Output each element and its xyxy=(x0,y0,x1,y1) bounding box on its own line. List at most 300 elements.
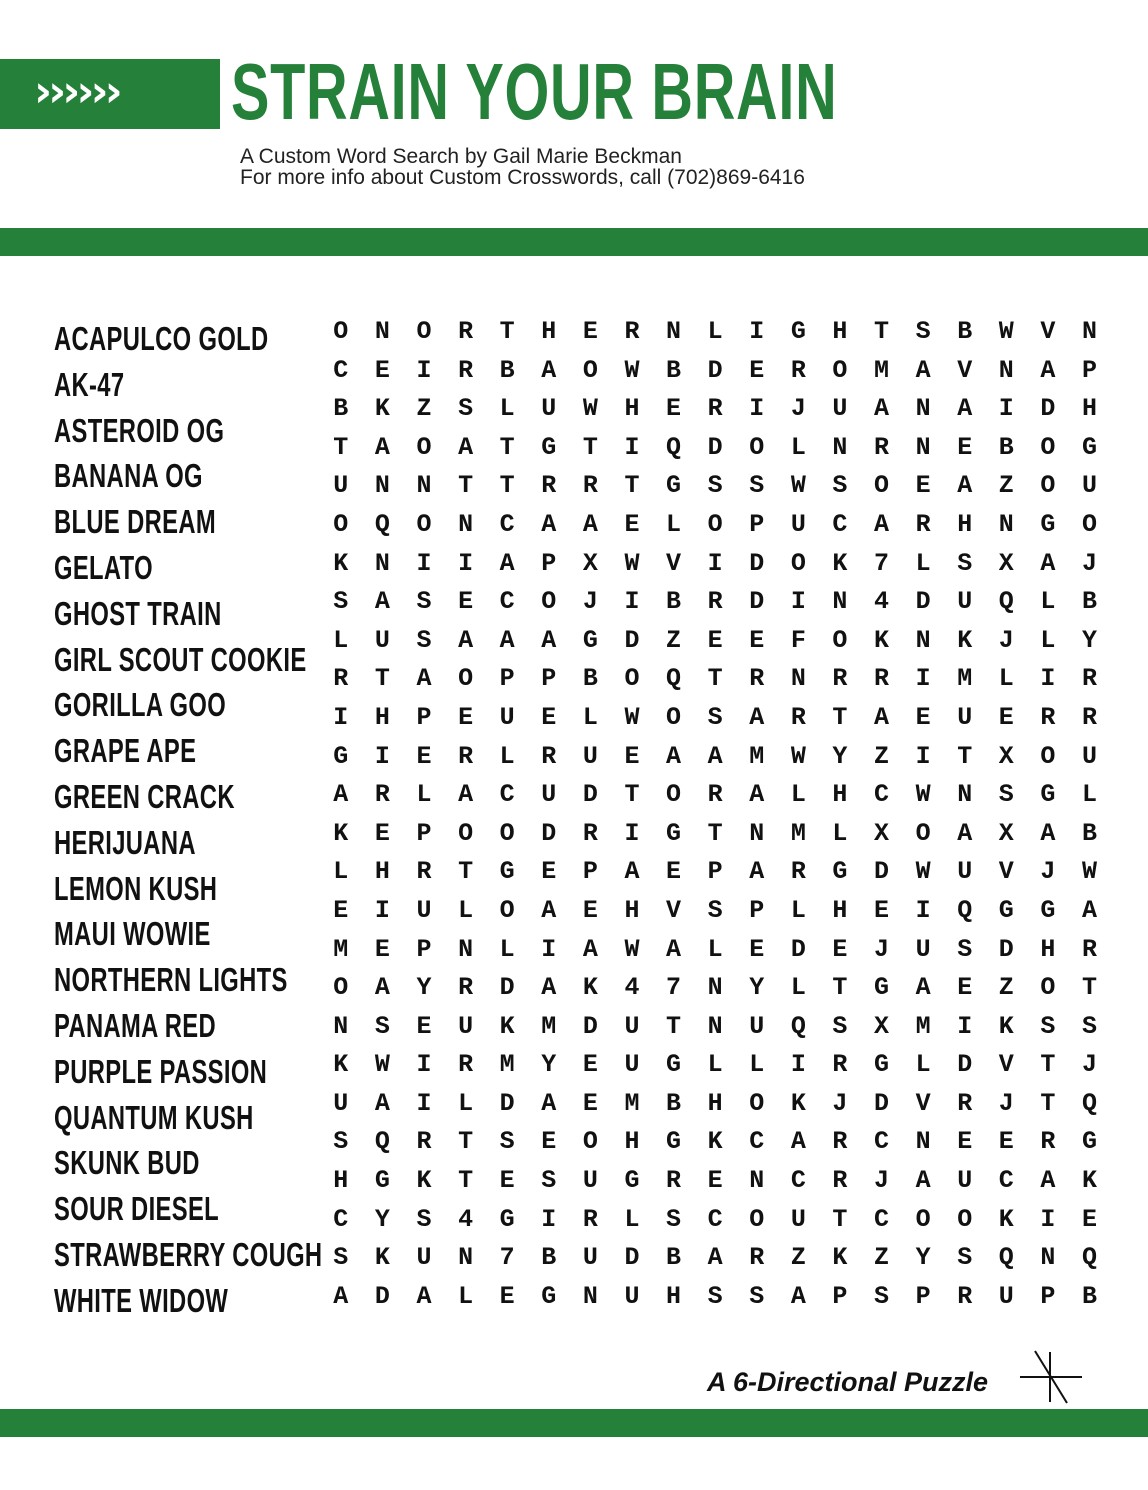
grid-cell[interactable]: E xyxy=(707,625,723,655)
grid-cell[interactable]: I xyxy=(416,1088,432,1118)
grid-cell[interactable]: C xyxy=(874,780,890,810)
grid-cell[interactable]: R xyxy=(832,1127,848,1157)
grid-cell[interactable]: A xyxy=(749,857,765,887)
grid-cell[interactable]: O xyxy=(624,664,640,694)
grid-cell[interactable]: K xyxy=(374,394,390,424)
grid-cell[interactable]: N xyxy=(915,1127,931,1157)
grid-cell[interactable]: L xyxy=(416,780,432,810)
grid-cell[interactable]: H xyxy=(832,895,848,925)
grid-cell[interactable]: I xyxy=(541,934,557,964)
grid-cell[interactable]: E xyxy=(541,857,557,887)
grid-cell[interactable]: A xyxy=(749,780,765,810)
grid-cell[interactable]: P xyxy=(1081,355,1097,385)
grid-cell[interactable]: S xyxy=(333,1243,349,1273)
grid-cell[interactable]: S xyxy=(707,471,723,501)
grid-cell[interactable]: A xyxy=(458,625,474,655)
grid-cell[interactable]: A xyxy=(666,741,682,771)
grid-cell[interactable]: S xyxy=(416,625,432,655)
grid-cell[interactable]: O xyxy=(666,780,682,810)
grid-cell[interactable]: Q xyxy=(1081,1243,1097,1273)
grid-cell[interactable]: N xyxy=(832,432,848,462)
grid-cell[interactable]: X xyxy=(998,818,1014,848)
grid-cell[interactable]: G xyxy=(666,1050,682,1080)
grid-cell[interactable]: L xyxy=(832,818,848,848)
grid-cell[interactable]: R xyxy=(624,317,640,346)
grid-cell[interactable]: C xyxy=(707,1204,723,1234)
grid-cell[interactable]: I xyxy=(915,895,931,925)
grid-cell[interactable]: T xyxy=(458,1127,474,1157)
grid-cell[interactable]: A xyxy=(874,509,890,539)
grid-cell[interactable]: L xyxy=(458,895,474,925)
grid-cell[interactable]: G xyxy=(874,1050,890,1080)
grid-cell[interactable]: H xyxy=(541,317,557,346)
grid-cell[interactable]: A xyxy=(790,1127,806,1157)
grid-cell[interactable]: Y xyxy=(416,973,432,1003)
grid-cell[interactable]: R xyxy=(458,317,474,346)
grid-cell[interactable]: L xyxy=(333,857,349,887)
grid-cell[interactable]: A xyxy=(957,818,973,848)
grid-cell[interactable]: U xyxy=(790,1204,806,1234)
grid-cell[interactable]: I xyxy=(458,548,474,578)
grid-cell[interactable]: A xyxy=(1081,895,1097,925)
grid-cell[interactable]: K xyxy=(1081,1166,1097,1196)
grid-cell[interactable]: O xyxy=(333,509,349,539)
grid-cell[interactable]: U xyxy=(374,625,390,655)
grid-cell[interactable]: R xyxy=(874,432,890,462)
grid-cell[interactable]: H xyxy=(832,317,848,346)
grid-cell[interactable]: 7 xyxy=(499,1243,515,1273)
grid-cell[interactable]: T xyxy=(832,973,848,1003)
grid-cell[interactable]: H xyxy=(374,857,390,887)
grid-cell[interactable]: M xyxy=(874,355,890,385)
grid-cell[interactable]: E xyxy=(957,1127,973,1157)
grid-cell[interactable]: B xyxy=(541,1243,557,1273)
grid-cell[interactable]: H xyxy=(624,394,640,424)
grid-cell[interactable]: S xyxy=(541,1166,557,1196)
grid-cell[interactable]: G xyxy=(499,857,515,887)
grid-cell[interactable]: G xyxy=(1040,509,1056,539)
grid-cell[interactable]: K xyxy=(707,1127,723,1157)
grid-cell[interactable]: G xyxy=(499,1204,515,1234)
grid-cell[interactable]: K xyxy=(998,1204,1014,1234)
grid-cell[interactable]: A xyxy=(541,973,557,1003)
grid-cell[interactable]: D xyxy=(957,1050,973,1080)
grid-cell[interactable]: O xyxy=(582,355,598,385)
grid-cell[interactable]: C xyxy=(499,509,515,539)
grid-cell[interactable]: E xyxy=(666,394,682,424)
grid-cell[interactable]: J xyxy=(832,1088,848,1118)
grid-cell[interactable]: L xyxy=(666,509,682,539)
grid-cell[interactable]: M xyxy=(790,818,806,848)
grid-cell[interactable]: A xyxy=(1040,1166,1056,1196)
grid-cell[interactable]: R xyxy=(707,587,723,617)
grid-cell[interactable]: U xyxy=(416,1243,432,1273)
grid-cell[interactable]: S xyxy=(333,587,349,617)
grid-cell[interactable]: E xyxy=(666,857,682,887)
grid-cell[interactable]: C xyxy=(874,1127,890,1157)
grid-cell[interactable]: A xyxy=(541,509,557,539)
grid-cell[interactable]: T xyxy=(458,857,474,887)
grid-cell[interactable]: N xyxy=(915,432,931,462)
grid-cell[interactable]: D xyxy=(624,1243,640,1273)
grid-cell[interactable]: I xyxy=(749,317,765,346)
grid-cell[interactable]: S xyxy=(957,934,973,964)
grid-cell[interactable]: R xyxy=(541,471,557,501)
grid-cell[interactable]: J xyxy=(790,394,806,424)
grid-cell[interactable]: D xyxy=(541,818,557,848)
grid-cell[interactable]: N xyxy=(998,509,1014,539)
grid-cell[interactable]: Y xyxy=(832,741,848,771)
grid-cell[interactable]: W xyxy=(374,1050,390,1080)
grid-cell[interactable]: E xyxy=(374,818,390,848)
grid-cell[interactable]: B xyxy=(957,317,973,346)
grid-cell[interactable]: B xyxy=(666,587,682,617)
grid-cell[interactable]: O xyxy=(416,432,432,462)
grid-cell[interactable]: E xyxy=(416,1011,432,1041)
grid-cell[interactable]: 4 xyxy=(874,587,890,617)
grid-cell[interactable]: K xyxy=(998,1011,1014,1041)
grid-cell[interactable]: V xyxy=(998,1050,1014,1080)
grid-cell[interactable]: S xyxy=(374,1011,390,1041)
grid-cell[interactable]: L xyxy=(1040,625,1056,655)
grid-cell[interactable]: L xyxy=(458,1281,474,1311)
grid-cell[interactable]: S xyxy=(832,471,848,501)
grid-cell[interactable]: U xyxy=(1081,471,1097,501)
grid-cell[interactable]: Q xyxy=(374,1127,390,1157)
grid-cell[interactable]: A xyxy=(707,1243,723,1273)
grid-cell[interactable]: O xyxy=(499,818,515,848)
grid-cell[interactable]: M xyxy=(499,1050,515,1080)
grid-cell[interactable]: Z xyxy=(416,394,432,424)
grid-cell[interactable]: L xyxy=(915,548,931,578)
grid-cell[interactable]: D xyxy=(707,355,723,385)
grid-cell[interactable]: T xyxy=(874,317,890,346)
grid-cell[interactable]: W xyxy=(624,548,640,578)
grid-cell[interactable]: P xyxy=(541,548,557,578)
grid-cell[interactable]: U xyxy=(832,394,848,424)
grid-cell[interactable]: E xyxy=(998,702,1014,732)
grid-cell[interactable]: N xyxy=(957,780,973,810)
grid-cell[interactable]: H xyxy=(832,780,848,810)
grid-cell[interactable]: O xyxy=(749,432,765,462)
grid-cell[interactable]: I xyxy=(374,895,390,925)
grid-cell[interactable]: S xyxy=(1040,1011,1056,1041)
grid-cell[interactable]: E xyxy=(1081,1204,1097,1234)
grid-cell[interactable]: G xyxy=(666,818,682,848)
grid-cell[interactable]: V xyxy=(957,355,973,385)
grid-cell[interactable]: H xyxy=(374,702,390,732)
grid-cell[interactable]: E xyxy=(582,1050,598,1080)
grid-cell[interactable]: O xyxy=(874,471,890,501)
grid-cell[interactable]: R xyxy=(458,973,474,1003)
grid-cell[interactable]: E xyxy=(624,741,640,771)
grid-cell[interactable]: N xyxy=(582,1281,598,1311)
grid-cell[interactable]: R xyxy=(790,355,806,385)
grid-cell[interactable]: D xyxy=(582,1011,598,1041)
grid-cell[interactable]: Z xyxy=(998,471,1014,501)
grid-cell[interactable]: I xyxy=(624,432,640,462)
grid-cell[interactable]: H xyxy=(624,895,640,925)
grid-cell[interactable]: U xyxy=(624,1050,640,1080)
grid-cell[interactable]: I xyxy=(624,587,640,617)
grid-cell[interactable]: Q xyxy=(1081,1088,1097,1118)
grid-cell[interactable]: T xyxy=(499,471,515,501)
grid-cell[interactable]: A xyxy=(1040,548,1056,578)
grid-cell[interactable]: C xyxy=(499,780,515,810)
grid-cell[interactable]: G xyxy=(1081,432,1097,462)
grid-cell[interactable]: K xyxy=(832,548,848,578)
grid-cell[interactable]: L xyxy=(707,1050,723,1080)
grid-cell[interactable]: J xyxy=(1081,548,1097,578)
grid-cell[interactable]: R xyxy=(458,355,474,385)
grid-cell[interactable]: B xyxy=(998,432,1014,462)
grid-cell[interactable]: G xyxy=(374,1166,390,1196)
grid-cell[interactable]: S xyxy=(915,317,931,346)
grid-cell[interactable]: G xyxy=(1040,780,1056,810)
grid-cell[interactable]: K xyxy=(582,973,598,1003)
grid-cell[interactable]: V xyxy=(1040,317,1056,346)
grid-cell[interactable]: A xyxy=(374,973,390,1003)
grid-cell[interactable]: A xyxy=(749,702,765,732)
grid-cell[interactable]: B xyxy=(333,394,349,424)
grid-cell[interactable]: R xyxy=(957,1281,973,1311)
grid-cell[interactable]: R xyxy=(790,857,806,887)
grid-cell[interactable]: J xyxy=(874,934,890,964)
grid-cell[interactable]: N xyxy=(333,1011,349,1041)
grid-cell[interactable]: H xyxy=(666,1281,682,1311)
grid-cell[interactable]: O xyxy=(458,664,474,694)
grid-cell[interactable]: E xyxy=(749,934,765,964)
grid-cell[interactable]: A xyxy=(874,394,890,424)
grid-cell[interactable]: W xyxy=(790,741,806,771)
grid-cell[interactable]: Q xyxy=(374,509,390,539)
grid-cell[interactable]: V xyxy=(998,857,1014,887)
grid-cell[interactable]: R xyxy=(333,664,349,694)
grid-cell[interactable]: D xyxy=(499,1088,515,1118)
grid-cell[interactable]: W xyxy=(1081,857,1097,887)
grid-cell[interactable]: B xyxy=(666,355,682,385)
grid-cell[interactable]: 7 xyxy=(874,548,890,578)
grid-cell[interactable]: E xyxy=(499,1166,515,1196)
grid-cell[interactable]: C xyxy=(333,1204,349,1234)
grid-cell[interactable]: U xyxy=(541,780,557,810)
grid-cell[interactable]: K xyxy=(832,1243,848,1273)
grid-cell[interactable]: N xyxy=(707,973,723,1003)
grid-cell[interactable]: R xyxy=(1081,702,1097,732)
grid-cell[interactable]: W xyxy=(624,934,640,964)
grid-cell[interactable]: T xyxy=(666,1011,682,1041)
grid-cell[interactable]: H xyxy=(1081,394,1097,424)
grid-cell[interactable]: R xyxy=(707,780,723,810)
grid-cell[interactable]: C xyxy=(998,1166,1014,1196)
grid-cell[interactable]: X xyxy=(998,741,1014,771)
grid-cell[interactable]: A xyxy=(666,934,682,964)
grid-cell[interactable]: G xyxy=(333,741,349,771)
grid-cell[interactable]: R xyxy=(790,702,806,732)
grid-cell[interactable]: L xyxy=(790,895,806,925)
grid-cell[interactable]: R xyxy=(1040,702,1056,732)
grid-cell[interactable]: A xyxy=(458,432,474,462)
grid-cell[interactable]: X xyxy=(582,548,598,578)
grid-cell[interactable]: I xyxy=(416,355,432,385)
grid-cell[interactable]: U xyxy=(957,702,973,732)
grid-cell[interactable]: K xyxy=(790,1088,806,1118)
grid-cell[interactable]: R xyxy=(416,857,432,887)
grid-cell[interactable]: J xyxy=(998,1088,1014,1118)
grid-cell[interactable]: N xyxy=(790,664,806,694)
grid-cell[interactable]: U xyxy=(499,702,515,732)
grid-cell[interactable]: T xyxy=(499,317,515,346)
grid-cell[interactable]: Z xyxy=(874,741,890,771)
grid-cell[interactable]: L xyxy=(998,664,1014,694)
grid-cell[interactable]: U xyxy=(416,895,432,925)
grid-cell[interactable]: P xyxy=(416,818,432,848)
grid-cell[interactable]: A xyxy=(541,1088,557,1118)
grid-cell[interactable]: X xyxy=(874,1011,890,1041)
grid-cell[interactable]: T xyxy=(1040,1050,1056,1080)
grid-cell[interactable]: R xyxy=(749,664,765,694)
grid-cell[interactable]: D xyxy=(582,780,598,810)
grid-cell[interactable]: T xyxy=(832,1204,848,1234)
grid-cell[interactable]: E xyxy=(915,702,931,732)
grid-cell[interactable]: A xyxy=(1040,355,1056,385)
grid-cell[interactable]: G xyxy=(582,625,598,655)
grid-cell[interactable]: U xyxy=(915,934,931,964)
grid-cell[interactable]: T xyxy=(499,432,515,462)
grid-cell[interactable]: K xyxy=(499,1011,515,1041)
grid-cell[interactable]: D xyxy=(499,973,515,1003)
grid-cell[interactable]: M xyxy=(749,741,765,771)
grid-cell[interactable]: C xyxy=(874,1204,890,1234)
grid-cell[interactable]: E xyxy=(416,741,432,771)
grid-cell[interactable]: J xyxy=(582,587,598,617)
grid-cell[interactable]: O xyxy=(1040,741,1056,771)
grid-cell[interactable]: L xyxy=(749,1050,765,1080)
grid-cell[interactable]: N xyxy=(749,818,765,848)
grid-cell[interactable]: S xyxy=(458,394,474,424)
grid-cell[interactable]: C xyxy=(832,509,848,539)
grid-cell[interactable]: A xyxy=(416,1281,432,1311)
grid-cell[interactable]: U xyxy=(541,394,557,424)
grid-cell[interactable]: N xyxy=(915,625,931,655)
grid-cell[interactable]: H xyxy=(333,1166,349,1196)
grid-cell[interactable]: W xyxy=(915,780,931,810)
grid-cell[interactable]: N xyxy=(1040,1243,1056,1273)
grid-cell[interactable]: J xyxy=(1040,857,1056,887)
grid-cell[interactable]: P xyxy=(499,664,515,694)
grid-cell[interactable]: X xyxy=(998,548,1014,578)
grid-cell[interactable]: L xyxy=(499,741,515,771)
grid-cell[interactable]: E xyxy=(957,432,973,462)
grid-cell[interactable]: E xyxy=(832,934,848,964)
grid-cell[interactable]: B xyxy=(582,664,598,694)
grid-cell[interactable]: Q xyxy=(957,895,973,925)
grid-cell[interactable]: L xyxy=(582,702,598,732)
grid-cell[interactable]: A xyxy=(915,973,931,1003)
grid-cell[interactable]: F xyxy=(790,625,806,655)
grid-cell[interactable]: Z xyxy=(998,973,1014,1003)
grid-cell[interactable]: L xyxy=(1081,780,1097,810)
grid-cell[interactable]: I xyxy=(624,818,640,848)
grid-cell[interactable]: O xyxy=(1040,471,1056,501)
grid-cell[interactable]: R xyxy=(832,1166,848,1196)
grid-cell[interactable]: S xyxy=(957,1243,973,1273)
grid-cell[interactable]: B xyxy=(1081,1281,1097,1311)
grid-cell[interactable]: B xyxy=(1081,818,1097,848)
grid-cell[interactable]: N xyxy=(832,587,848,617)
grid-cell[interactable]: V xyxy=(666,895,682,925)
grid-cell[interactable]: W xyxy=(624,702,640,732)
grid-cell[interactable]: N xyxy=(374,548,390,578)
grid-cell[interactable]: K xyxy=(374,1243,390,1273)
grid-cell[interactable]: S xyxy=(707,895,723,925)
grid-cell[interactable]: S xyxy=(998,780,1014,810)
grid-cell[interactable]: S xyxy=(333,1127,349,1157)
grid-cell[interactable]: S xyxy=(416,1204,432,1234)
grid-cell[interactable]: X xyxy=(874,818,890,848)
grid-cell[interactable]: P xyxy=(707,857,723,887)
grid-cell[interactable]: A xyxy=(541,895,557,925)
grid-cell[interactable]: S xyxy=(499,1127,515,1157)
grid-cell[interactable]: T xyxy=(333,432,349,462)
grid-cell[interactable]: U xyxy=(1081,741,1097,771)
grid-cell[interactable]: W xyxy=(790,471,806,501)
grid-cell[interactable]: A xyxy=(499,625,515,655)
grid-cell[interactable]: C xyxy=(790,1166,806,1196)
grid-cell[interactable]: R xyxy=(1081,934,1097,964)
grid-cell[interactable]: E xyxy=(749,355,765,385)
grid-cell[interactable]: J xyxy=(998,625,1014,655)
grid-cell[interactable]: E xyxy=(998,1127,1014,1157)
grid-cell[interactable]: N xyxy=(666,317,682,346)
grid-cell[interactable]: W xyxy=(624,355,640,385)
grid-cell[interactable]: A xyxy=(458,780,474,810)
grid-cell[interactable]: U xyxy=(957,1166,973,1196)
grid-cell[interactable]: E xyxy=(582,895,598,925)
grid-cell[interactable]: D xyxy=(707,432,723,462)
grid-cell[interactable]: T xyxy=(458,1166,474,1196)
grid-cell[interactable]: R xyxy=(416,1127,432,1157)
grid-cell[interactable]: S xyxy=(749,1281,765,1311)
grid-cell[interactable]: E xyxy=(499,1281,515,1311)
grid-cell[interactable]: D xyxy=(749,587,765,617)
grid-cell[interactable]: T xyxy=(832,702,848,732)
grid-cell[interactable]: N xyxy=(374,471,390,501)
grid-cell[interactable]: A xyxy=(374,1088,390,1118)
grid-cell[interactable]: O xyxy=(499,895,515,925)
grid-cell[interactable]: O xyxy=(416,509,432,539)
grid-cell[interactable]: P xyxy=(541,664,557,694)
grid-cell[interactable]: L xyxy=(707,317,723,346)
grid-cell[interactable]: B xyxy=(1081,587,1097,617)
grid-cell[interactable]: V xyxy=(915,1088,931,1118)
grid-cell[interactable]: Y xyxy=(1081,625,1097,655)
grid-cell[interactable]: T xyxy=(458,471,474,501)
grid-cell[interactable]: S xyxy=(957,548,973,578)
grid-cell[interactable]: G xyxy=(790,317,806,346)
grid-cell[interactable]: L xyxy=(624,1204,640,1234)
grid-cell[interactable]: I xyxy=(790,587,806,617)
grid-cell[interactable]: E xyxy=(582,1088,598,1118)
grid-cell[interactable]: U xyxy=(749,1011,765,1041)
grid-cell[interactable]: O xyxy=(416,317,432,346)
grid-cell[interactable]: N xyxy=(749,1166,765,1196)
grid-cell[interactable]: A xyxy=(582,509,598,539)
grid-cell[interactable]: S xyxy=(874,1281,890,1311)
grid-cell[interactable]: V xyxy=(666,548,682,578)
grid-cell[interactable]: A xyxy=(624,857,640,887)
grid-cell[interactable]: U xyxy=(790,509,806,539)
